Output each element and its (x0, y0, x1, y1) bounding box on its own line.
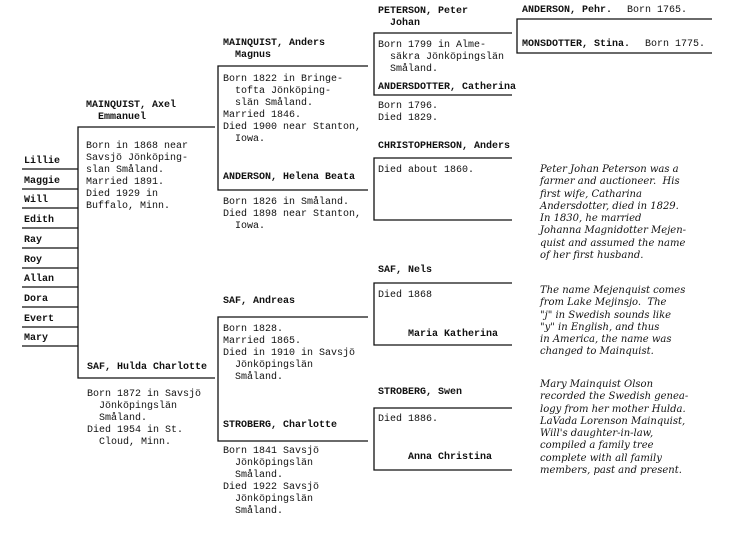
child-name: Roy (24, 255, 43, 266)
note-mejenquist: The name Mejenquist comes from Lake Mejinsjo. The "j" in Swedish sounds like "y" in English, and thus in America, the name was changed to Mainquist. (540, 285, 686, 358)
saf-nels-spouse: Maria Katherina (408, 329, 499, 340)
saf-nels-name: SAF, Nels (378, 265, 433, 276)
child-name: Dora (24, 294, 49, 305)
father-name: MAINQUIST, Axel Emmanuel (86, 100, 177, 123)
paternal-grandmother-details: Born 1826 in Småland. Died 1898 near Stanton, Iowa. (223, 197, 362, 232)
maternal-grandfather-name: SAF, Andreas (223, 296, 296, 307)
child-name: Edith (24, 215, 55, 226)
mother-name: SAF, Hulda Charlotte (87, 362, 208, 373)
anderson-pehr-born: Born 1765. (627, 5, 688, 16)
child-name: Will (24, 195, 49, 206)
child-name: Evert (24, 314, 55, 325)
child-name: Maggie (24, 176, 61, 187)
stroberg-swen-spouse: Anna Christina (408, 452, 493, 463)
saf-nels-details: Died 1868 (378, 290, 433, 301)
peterson-name: PETERSON, Peter Johan (378, 6, 469, 29)
child-name: Mary (24, 333, 49, 344)
paternal-grandfather-details: Born 1822 in Bringe- tofta Jönköping- slän Småland. Married 1846. Died 1900 near Stanton, Iowa. (223, 74, 362, 145)
peterson-details: Born 1799 in Alme- säkra Jönköpingslän Småland. (378, 40, 505, 75)
anderson-pehr-name: ANDERSON, Pehr. (522, 5, 613, 16)
child-name: Ray (24, 235, 43, 246)
maternal-grandmother-name: STROBERG, Charlotte (223, 420, 338, 431)
note-recorded: Mary Mainquist Olson recorded the Swedish genea- logy from her mother Hulda. LaVada Lorenson Mainquist, Will's daughter-in-law, compiled a family tree complete with all family members, past and present. (540, 379, 689, 477)
paternal-grandfather-name: MAINQUIST, Anders Magnus (223, 38, 326, 61)
monsdotter-name: MONSDOTTER, Stina. (522, 39, 631, 50)
child-name: Allan (24, 274, 55, 285)
stroberg-swen-details: Died 1886. (378, 414, 439, 425)
christopherson-details: Died about 1860. (378, 165, 475, 176)
maternal-grandmother-details: Born 1841 Savsjö Jönköpingslän Småland. Died 1922 Savsjö Jönköpingslän Småland. (223, 446, 320, 517)
christopherson-name: CHRISTOPHERSON, Anders (378, 141, 511, 152)
mother-details: Born 1872 in Savsjö Jönköpingslän Småland. Died 1954 in St. Cloud, Minn. (87, 389, 202, 448)
stroberg-swen-name: STROBERG, Swen (378, 387, 463, 398)
child-name: Lillie (24, 156, 61, 167)
monsdotter-born: Born 1775. (645, 39, 706, 50)
maternal-grandfather-details: Born 1828. Married 1865. Died in 1910 in Savsjö Jönköpingslän Småland. (223, 324, 356, 383)
andersdotter-details: Born 1796. Died 1829. (378, 101, 439, 124)
paternal-grandmother-name: ANDERSON, Helena Beata (223, 172, 356, 183)
father-details: Born in 1868 near Savsjö Jönköping- slan Småland. Married 1891. Died 1929 in Buffalo, Minn. (86, 141, 189, 212)
andersdotter-name: ANDERSDOTTER, Catherina (378, 82, 517, 93)
note-peterson: Peter Johan Peterson was a farmer and auctioneer. His first wife, Catharina Andersdotter, died in 1829. In 1830, he married Johanna Magnidotter Mejen- quist and assumed the name of her first husband. (540, 164, 687, 262)
